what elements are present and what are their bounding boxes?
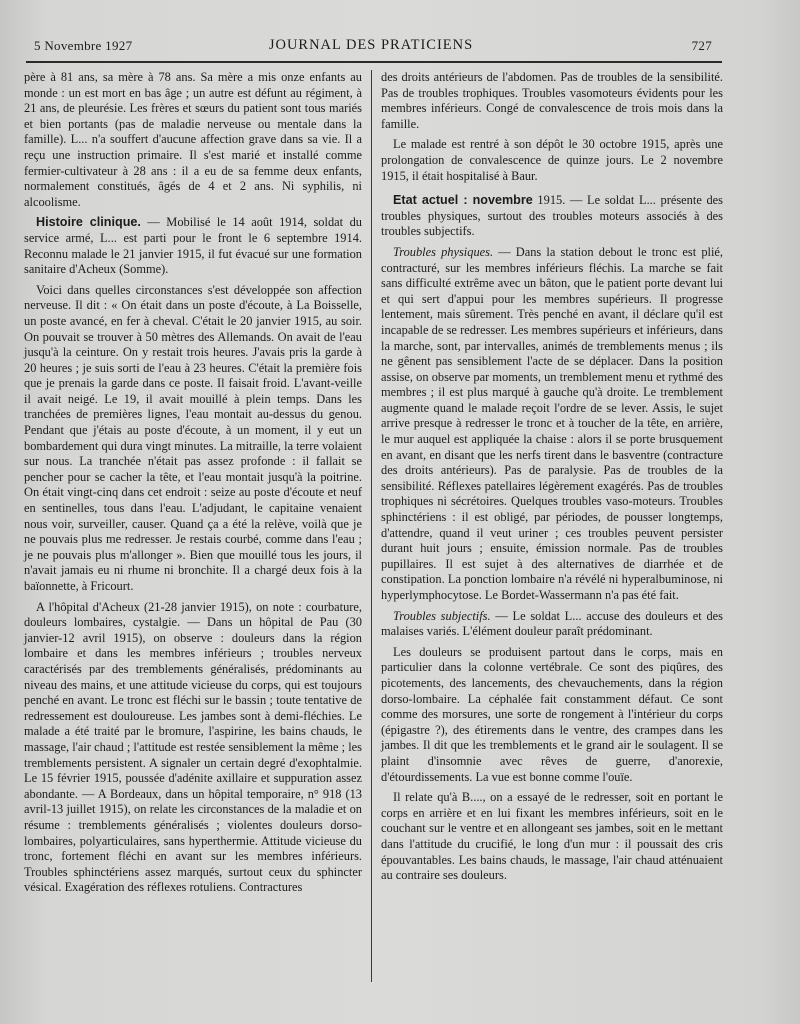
paragraph-text: — Le soldat L... accuse des douleurs et des malaises variés. L'élément douleur paraît prédominant. (381, 608, 724, 639)
subsection-heading: Troubles physiques. (393, 244, 494, 259)
column-divider (371, 70, 372, 982)
right-column (381, 70, 723, 889)
page-header (30, 34, 712, 58)
paragraph-text: — Mobilisé le 14 août 1914, soldat du service armé, L... est parti pour le front le 6 septembre 1914. Reconnu malade le 21 janvier 1915, il fut évacué sur une formation sanitaire d'Acheux (Somme). (24, 215, 362, 277)
paragraph-text: 1915. — Le soldat L... présente des troubles physiques, surtout des troubles moteurs associés à des troubles subjectifs. (381, 193, 723, 239)
paragraph: Le malade est rentré à son dépôt le 30 octobre 1915, après une prolongation de convalescence de quinze jours. Le 2 novembre 1915, il était hospitalisé à Baur. (381, 137, 723, 183)
paragraph (381, 245, 723, 604)
page-number: 727 (691, 38, 712, 53)
paragraph: Il relate qu'à B...., on a essayé de le redresser, soit en portant le corps en arrière et en lui fixant les membres inférieurs, soit en le couchant sur le ventre et en allongeant ses jambes, soit en le mettant dans l'attitude du crucifié, le long d'un mur : il poussait des cris épouvantables. Les bains chauds, le massage, l'air chaud atténuaient au contraire ses douleurs. (381, 790, 723, 883)
paragraph: des droits antérieurs de l'abdomen. Pas de troubles de la sensibilité. Pas de troubles trophiques. Troubles vasomoteurs évidents pour les membres inférieurs. Congé de convalescence de trois mois dans la famille. (381, 70, 723, 131)
left-column (24, 70, 362, 901)
paragraph: Voici dans quelles circonstances s'est développée son affection nerveuse. Il dit : « On était dans un poste d'écoute, à La Boisselle, un poste avancé, en fer à cheval. C'était le 20 janvier 1915, au soir. On pouvait se trouver à 50 mètres des Allemands. On avait de l'eau jusqu'à la ceinture. On y restait trois heures. J'avais pris la garde à 20 heures ; je suis sorti de l'eau à 23 heures. C'était la première fois que je prenais la garde dans ce poste. Il faisait froid. L'avant-veille il avait neigé. Le 19, il avait mouillé à plein temps. Dans les tranchées de premières lignes, l'eau montait au-dessus du genou. Pendant que j'étais au poste d'écoute, à un moment, il y eut un bombardement qui dura vingt minutes. La mitraille, la terre volaient sur nous. La tranchée n'était pas assez profonde : il fallait se pencher pour se cacher la tête, et l'eau montait jusqu'à la poitrine. On était vingt-cinq dans cet endroit : seize au poste d'écoute et neuf en sentinelles, tous dans l'eau. L'adjudant, le capitaine venaient nous voir, surveiller, causer. Quand ça a été la relève, voilà que je ne pouvais plus me redresser. Je restais courbé, comme dans l'eau ; je ne pouvais plus m'allonger ». Bien que mouillé tous les jours, il n'avait jamais eu ni rhume ni bronchite. Il a chargé deux fois à la baïonnette, à Fricourt. (24, 282, 362, 593)
paragraph (381, 609, 723, 640)
paragraph (381, 193, 723, 240)
section-heading: Histoire clinique. (36, 215, 141, 230)
header-rule (26, 61, 722, 63)
paragraph-text: — Dans la station debout le tronc est plié, contracturé, sur les membres inférieurs fléchis. La marche se fait sans difficulté extrême avec un bâton, que le patient porte devant lui et qui sert d'appui pour les membres supérieurs. Il progresse lentement, mais sûrement. Très penché en avant, il déclare qu'il est incapable de se redresser. Les membres supérieurs et inférieurs, dans la marche, sont, par intervalles, animés de tremblements menus ; ils ne gênent pas sensiblement l'acte de se déplacer. Dans la position assise, on observe par moments, un tremblement menu et rythmé des membres ; il est plus marqué à gauche qu'à droite. Le tremblement augmente quand le malade reçoit l'ordre de se lever. Assis, le sujet arrive presque à redresser le tronc et à toucher de la tête, en arrière, le mur auquel est appliquée la chaise : alors il se porte brusquement en avant, en disant que les nerfs tirent dans le basventre (contracture des droits antérieurs). Pas de paralysie. Pas de troubles de la sensibilité. Réflexes patellaires légèrement exagérés. Pas de troubles trophiques ni sécrétoires. Quelques troubles vaso-moteurs. Troubles sphinctériens : il est obligé, par périodes, de pousser longtemps, d'attendre, quand il veut uriner ; ces troubles peuvent persister durant huit jours ; ensuite, émission normale. Pas de troubles pupillaires. Il est sujet à des alternatives de diarrhée et de constipation. La ponction lombaire n'a révélé ni hyperalbuminose, ni hyperlymphocytose. Le Bordet-Wassermann n'a pas été fait. (381, 244, 723, 602)
paragraph: père à 81 ans, sa mère à 78 ans. Sa mère a mis onze enfants au monde : un est mort en bas âge ; un autre est défunt au régiment, à 21 ans, de pleurésie. Les frères et sœurs du patient sont tous mariés et bien portants (pas de maladie nerveuse ou mentale dans la famille). L... n'a souffert d'aucune affection grave dans sa vie. Il a reçu une instruction primaire. Il s'est marié et installé comme fermier-cultivateur à 28 ans : il a eu de sa femme deux enfants, normalement constitués, âgés de 4 et 2 ans. Ni syphilis, ni alcoolisme. (24, 70, 362, 209)
journal-title: JOURNAL DES PRATICIENS (268, 37, 474, 53)
issue-date: 5 Novembre 1927 (34, 38, 133, 53)
subsection-heading: Troubles subjectifs. (393, 608, 491, 623)
paragraph: Les douleurs se produisent partout dans le corps, mais en particulier dans la colonne vertébrale. Ce sont des piqûres, des picotements, des lancements, des chevauchements, dans la région dorso-lombaire. La céphalée fait constamment défaut. Ce sont comme des morsures, une sorte de rongement à l'intérieur du corps (épigastre ?), des étirements dans le ventre, des crampes dans les jambes. Il dit que les tremblements et le grand air le soulagent. Il se plaint d'insomnie avec rêves de guerre, d'anorexie, d'étourdissements. La vue est bonne comme l'ouïe. (381, 644, 723, 784)
section-heading: Etat actuel : novembre (393, 193, 533, 208)
paragraph (24, 215, 362, 277)
paragraph: A l'hôpital d'Acheux (21-28 janvier 1915), on note : courbature, douleurs lombaires, cystalgie. — Dans un hôpital de Pau (30 janvier-12 avril 1915), on observe : douleurs dans la région lombaire et dans les membres inférieurs ; troubles nerveux caractérisés par des tremblements généralisés, prédominants au niveau des mains, et une attitude vicieuse du corps, qui est toujours penché en avant. Le tronc est fléchi sur le bassin ; toute tentative de redressement est douloureuse. Les jambes sont à demi-fléchies. Le malade a été traité par le bromure, l'aspirine, les bains chauds, le massage, l'air chaud ; l'attitude est restée sensiblement la même ; les tremblements persistent. A signaler un certain degré d'exophtalmie. Le 15 février 1915, poussée d'adénite axillaire et suppuration assez abondante. — A Bordeaux, dans un hôpital temporaire, n° 918 (13 avril-13 juillet 1915), on relate les circonstances de la maladie et on résume : tremblements généralisés ; violentes douleurs dorso-lombaires, polyarticulaires, sans hyperthermie. Attitude vicieuse du tronc, fortement fléchi en avant sur les membres inférieurs. Troubles sphinctériens assez marqués, surtout ceux du sphincter vésical. Exagération des réflexes rotuliens. Contractures (24, 599, 362, 895)
